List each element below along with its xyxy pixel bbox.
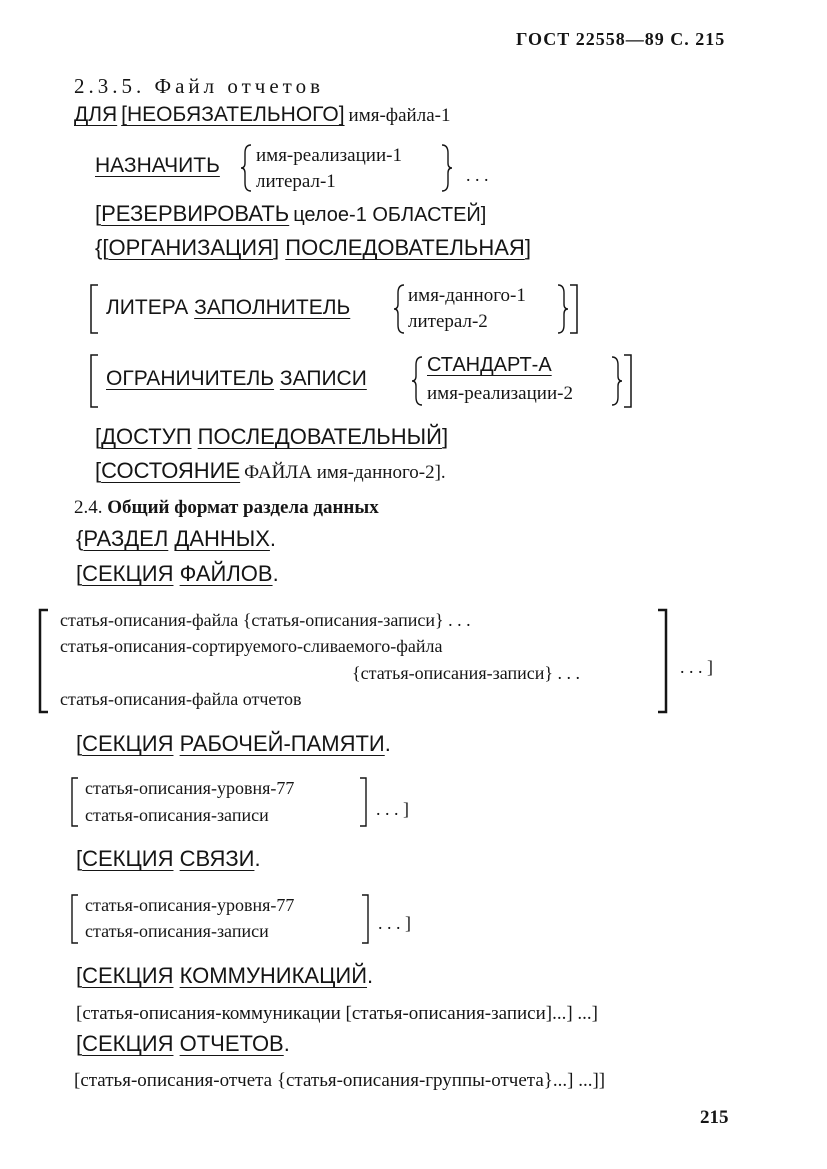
bracket-open: [ [76,561,83,586]
line-razdel-dannykh [76,528,276,550]
bracket-open: [ [95,424,102,449]
kw-razdel: РАЗДЕЛ [83,526,169,551]
faylov-option-2: статья-описания-сортируемого-сливаемого-файла [60,636,443,656]
line-sekciya-faylov [76,563,279,585]
section-number: 2.4. [74,497,103,518]
bracket-open: [ [76,846,83,871]
line-ogranichitel [106,368,367,389]
faylov-option-1: статья-описания-файла {статья-описания-записи} . . . [60,610,471,630]
bracket-open: [ [95,201,102,226]
right-bracket [360,893,370,945]
opt-imya-realizacii-2: имя-реализации-2 [427,383,573,404]
right-bracket [622,353,634,409]
kw-posledovatelnyy: ПОСЛЕДОВАТЕЛЬНЫЙ [197,424,442,449]
faylov-tail: . . . ] [680,657,713,677]
left-brace [392,283,406,335]
line-sekciya-svyazi [76,848,261,870]
running-head: ГОСТ 22558—89 С. 215 [516,29,726,49]
kw-sekciya: СЕКЦИЯ [82,561,174,586]
kommunik-body: [статья-описания-коммуникации [статья-описания-записи]...] ...] [76,1003,598,1024]
period: . [367,963,374,988]
faylov-option-3: статья-описания-файла отчетов [60,689,302,709]
bracket-open: {[ [95,235,109,260]
left-bracket [70,776,80,828]
kw-ogranichitel: ОГРАНИЧИТЕЛЬ [106,367,275,390]
kw-posledovatelnaya: ПОСЛЕДОВАТЕЛЬНАЯ [285,235,525,260]
sostoyanie-rest: ФАЙЛА имя-данного-2]. [244,462,446,483]
line-litera [106,297,350,318]
kw-rabochey-pamyati: РАБОЧЕЙ-ПАМЯТИ [179,731,385,756]
section-title: Общий формат раздела данных [107,497,379,518]
kw-sekciya: СЕКЦИЯ [82,731,174,756]
opt-standart-a: СТАНДАРТ-А [427,354,552,376]
right-bracket [568,283,580,335]
kw-rezervirovat: РЕЗЕРВИРОВАТЬ [101,201,290,226]
kw-naznachit: НАЗНАЧИТЬ [95,154,220,177]
bracket-open: [ [95,458,102,483]
bracket-open: [ [76,731,83,756]
svyazi-option-2: статья-описания-записи [85,921,269,941]
kw-otchetov: ОТЧЕТОВ [179,1031,284,1056]
rab-option-2: статья-описания-записи [85,805,269,825]
right-bracket [358,776,368,828]
kw-zapolnitel: ЗАПОЛНИТЕЛЬ [194,296,351,319]
bracket-close: ] [524,235,531,260]
bracket-open: [ [76,963,83,988]
rab-option-1: статья-описания-уровня-77 [85,778,295,798]
bracket-close: ] [273,235,280,260]
period: . [283,1031,290,1056]
period: . [269,526,277,551]
rezerv-rest: целое-1 ОБЛАСТЕЙ] [293,204,487,226]
left-bracket [88,283,100,335]
kw-organizaciya: ОРГАНИЗАЦИЯ [108,235,274,260]
left-brace [239,143,253,193]
kw-neobyazatelnogo: [НЕОБЯЗАТЕЛЬНОГО] [121,103,345,126]
left-brace [410,355,424,407]
svyazi-tail: . . . ] [378,913,411,933]
line-dostup [95,426,448,448]
page-number: 215 [700,1107,729,1128]
left-bracket [70,893,80,945]
kw-dannykh: ДАННЫХ [174,526,270,551]
opt-imya-dannogo-1: имя-данного-1 [408,285,526,306]
otchetov-body: [статья-описания-отчета {статья-описания-группы-отчета}...] ...]] [74,1070,606,1091]
kw-faylov: ФАЙЛОВ [179,561,273,586]
opt-imya-realizacii-1: имя-реализации-1 [256,145,402,166]
svyazi-option-1: статья-описания-уровня-77 [85,895,295,915]
line-sostoyanie [95,460,446,482]
line-sekciya-rabochey-pamyati [76,733,391,755]
kw-sostoyanie: СОСТОЯНИЕ [101,458,241,483]
arg-imya-fayla-1: имя-файла-1 [348,105,451,126]
left-bracket [36,608,50,714]
section-heading-2-3-5: 2.3.5. Файл отчетов [74,74,324,98]
line-dlya [74,104,450,125]
line-sekciya-otchetov [76,1033,290,1055]
right-brace [440,143,454,193]
brace-open: { [76,526,84,551]
kw-sekciya: СЕКЦИЯ [82,846,174,871]
bracket-close: ] [441,424,449,449]
line-sekciya-kommunikaciy [76,965,373,987]
line-organizaciya [95,237,531,259]
faylov-option-2-cont: {статья-описания-записи} . . . [352,663,580,683]
period: . [254,846,261,871]
kw-sekciya: СЕКЦИЯ [82,1031,174,1056]
bracket-open: [ [76,1031,83,1056]
right-bracket [656,608,670,714]
section-heading-2-4 [74,498,379,517]
kw-dostup: ДОСТУП [101,424,192,449]
period: . [272,561,279,586]
left-bracket [88,353,100,409]
opt-literal-2: литерал-2 [408,311,488,332]
kw-litera: ЛИТЕРА [106,296,189,319]
kw-kommunikaciy: КОММУНИКАЦИЙ [179,963,368,988]
kw-dlya: ДЛЯ [74,103,118,126]
rab-tail: . . . ] [376,799,409,819]
kw-svyazi: СВЯЗИ [179,846,255,871]
opt-literal-1: литерал-1 [256,171,336,192]
line-rezervirovat [95,203,486,225]
kw-sekciya: СЕКЦИЯ [82,963,174,988]
ellipsis: . . . [466,165,489,185]
period: . [384,731,391,756]
kw-zapisi: ЗАПИСИ [279,367,367,390]
